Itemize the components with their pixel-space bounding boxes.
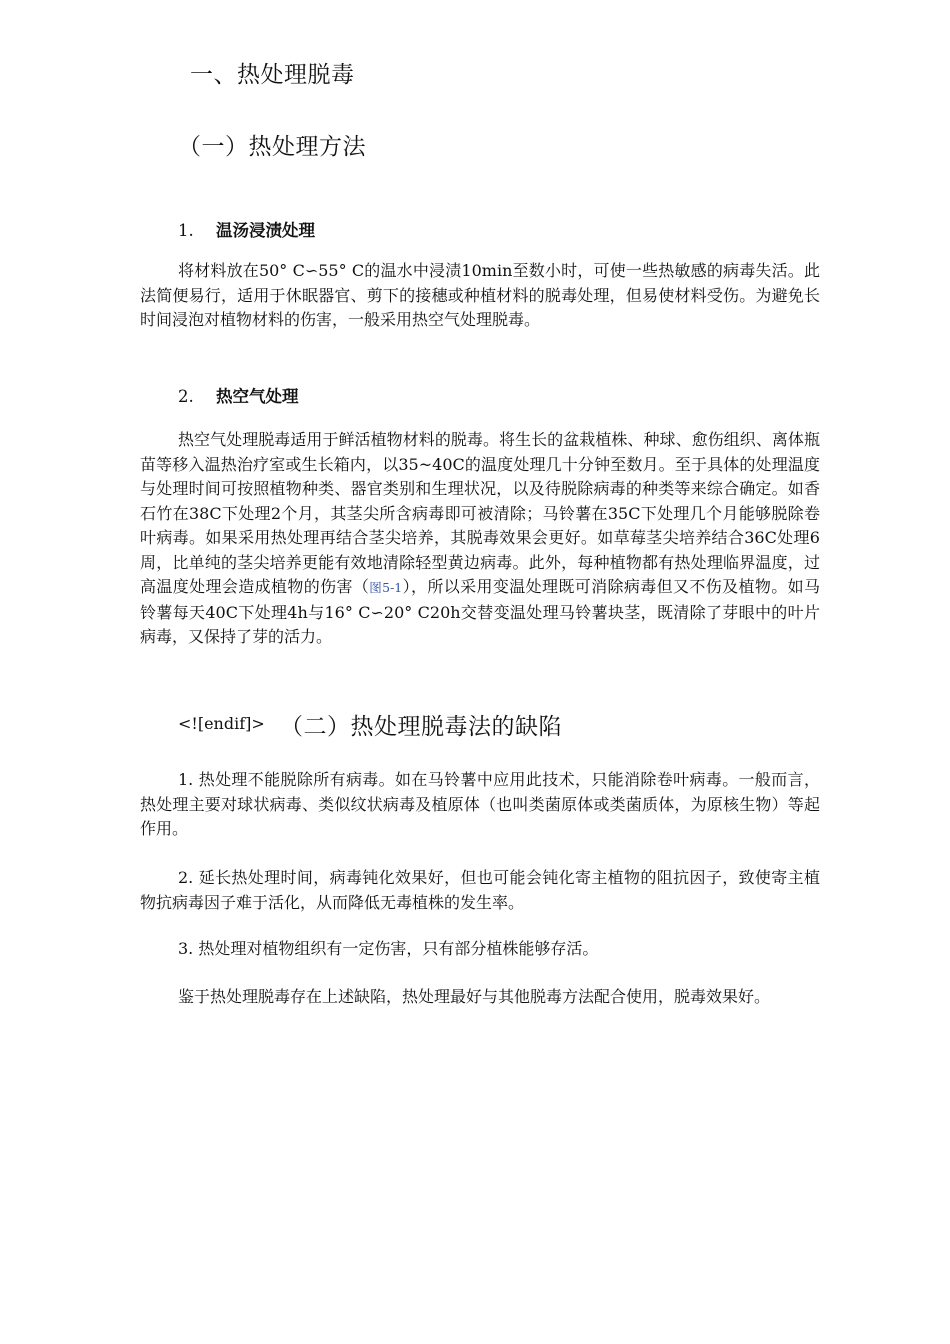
defect-item-1: 1. 热处理不能脱除所有病毒。如在马铃薯中应用此技术，只能消除卷叶病毒。一般而言，热处理主要对球状病毒、类似纹状病毒及植原体（也叫类菌原体或类菌质体，为原核生物）等起作用。 xyxy=(140,770,820,838)
section-title: 热空气处理 xyxy=(216,387,299,406)
section-number: 1. xyxy=(178,221,194,240)
defect-item-3: 3. 热处理对植物组织有一定伤害，只有部分植株能够存活。 xyxy=(178,939,599,958)
section-title: 温汤浸渍处理 xyxy=(216,221,315,240)
conditional-comment-text: <![endif]> xyxy=(178,714,265,733)
paragraph-hot-water: 将材料放在50° C∽55° C的温水中浸渍10min至数小时，可使一些热敏感的病毒失活。此法简便易行，适用于休眠器官、剪下的接穗或种植材料的脱毒处理，但易使材料受伤。为避免长时间浸泡对植物材料的伤害，一般采用热空气处理脱毒。 xyxy=(140,261,820,329)
paragraph-text: 热空气处理脱毒适用于鲜活植物材料的脱毒。将生长的盆栽植株、种球、愈伤组织、离体瓶苗等移入温热治疗室或生长箱内，以35~40C的温度处理几十分钟至数月。至于具体的处理温度与处理时间可按照植物种类、器官类别和生理状况，以及待脱除病毒的种类等来综合确定。如香石竹在38C下处理2个月，其茎尖所含病毒即可被清除；马铃薯在35C下处理几个月能够脱除卷叶病毒。如果采用热处理再结合茎尖培养，其脱毒效果会更好。如草莓茎尖培养结合36C处理6周，比单纯的茎尖培养更能有效地清除轻型黄边病毒。此外，每种植物都有热处理临界温度，过高温度处理会造成植物的伤害（ xyxy=(140,430,820,596)
section-heading-2 xyxy=(178,383,299,407)
main-heading: 一、热处理脱毒 xyxy=(190,62,355,88)
paragraph-hot-air xyxy=(140,428,820,650)
subheading-methods: （一）热处理方法 xyxy=(178,134,366,160)
figure-reference-link[interactable]: 图5-1 xyxy=(369,580,403,595)
paragraph-text: ），所以采用变温处理既可消除病毒但又不伤及植物。如马铃薯每天40C下处理4h与16° C∽20° C20h交替变温处理马铃薯块茎，既清除了芽眼中的叶片病毒，又保持了芽的活力。 xyxy=(140,577,820,646)
subheading-defects: （二）热处理脱毒法的缺陷 xyxy=(280,714,562,740)
section-heading-1 xyxy=(178,217,315,241)
section-number: 2. xyxy=(178,387,194,406)
conclusion-paragraph: 鉴于热处理脱毒存在上述缺陷，热处理最好与其他脱毒方法配合使用，脱毒效果好。 xyxy=(178,987,771,1006)
defect-item-2: 2. 延长热处理时间，病毒钝化效果好，但也可能会钝化寄主植物的阻抗因子，致使寄主植物抗病毒因子难于活化，从而降低无毒植株的发生率。 xyxy=(140,868,820,912)
